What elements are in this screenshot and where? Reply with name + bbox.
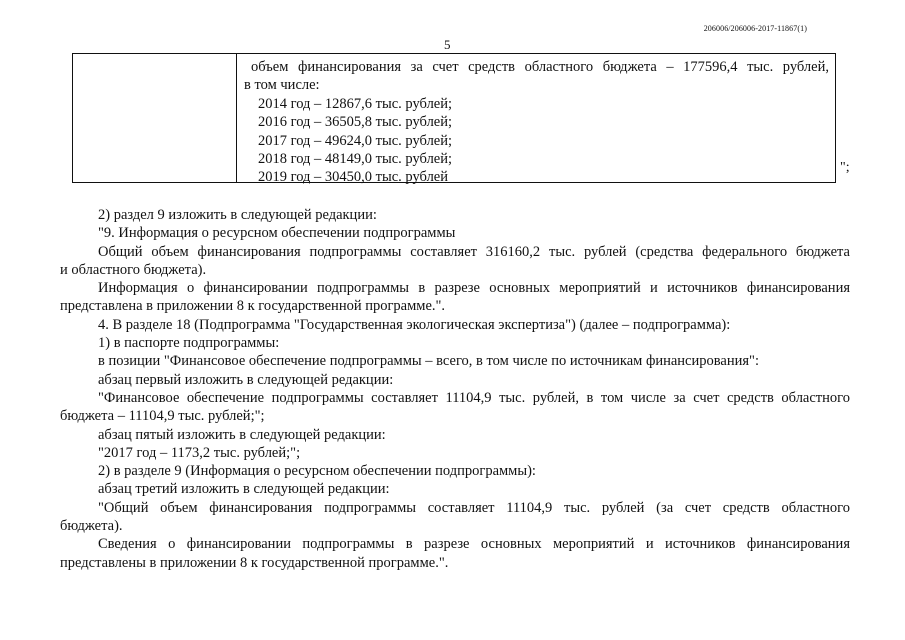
table-year-line: 2018 год – 48149,0 тыс. рублей; — [258, 151, 453, 168]
paragraph: "2017 год – 1173,2 тыс. рублей;"; — [98, 444, 301, 461]
paragraph-continuation: представлена в приложении 8 к государственной программе.". — [60, 298, 446, 315]
paragraph-continuation: бюджета – 11104,9 тыс. рублей;"; — [60, 408, 265, 425]
table-year-line: 2019 год – 30450,0 тыс. рублей — [258, 169, 449, 186]
paragraph: 4. В разделе 18 (Подпрограмма "Государственная экологическая экспертиза") (далее – подпрограмма): — [98, 316, 731, 333]
table-year-line: 2016 год – 36505,8 тыс. рублей; — [258, 114, 453, 131]
page-number: 5 — [444, 37, 451, 52]
paragraph: 2) в разделе 9 (Информация о ресурсном обеспечении подпрограммы): — [98, 463, 536, 480]
paragraph: 1) в паспорте подпрограммы: — [98, 335, 280, 352]
paragraph: Общий объем финансирования подпрограммы составляет 316160,2 тыс. рублей (средства федерального бюджета — [98, 243, 850, 260]
document-code: 206006/206006-2017-11867(1) — [703, 24, 807, 33]
table-right-cell — [244, 58, 829, 187]
paragraph: в позиции "Финансовое обеспечение подпрограммы – всего, в том числе по источникам финансирования": — [98, 353, 759, 370]
paragraph: 2) раздел 9 изложить в следующей редакции: — [98, 207, 377, 223]
paragraph: Сведения о финансировании подпрограммы в разрезе основных мероприятий и источников финансирования — [98, 536, 850, 553]
document-body — [60, 206, 850, 572]
paragraph: Информация о финансировании подпрограммы в разрезе основных мероприятий и источников финансирования — [98, 280, 850, 297]
table-left-cell — [73, 54, 237, 182]
paragraph: "Общий объем финансирования подпрограммы составляет 11104,9 тыс. рублей (за счет средств областного — [98, 499, 850, 516]
paragraph: абзац пятый изложить в следующей редакции: — [98, 426, 386, 443]
table-lead-text: объем финансирования за счет средств областного бюджета – 177596,4 тыс. рублей, — [251, 59, 829, 75]
table-closing-quote: "; — [840, 160, 850, 175]
paragraph: "9. Информация о ресурсном обеспечении подпрограммы — [98, 225, 456, 242]
paragraph-continuation: и областного бюджета). — [60, 261, 207, 278]
financing-table — [72, 53, 836, 186]
paragraph: абзац третий изложить в следующей редакции: — [98, 481, 390, 498]
paragraph: "Финансовое обеспечение подпрограммы составляет 11104,9 тыс. рублей, в том числе за счет средств областного — [98, 389, 850, 406]
table-year-line: 2014 год – 12867,6 тыс. рублей; — [258, 95, 453, 112]
table-lead-continuation: в том числе: — [244, 77, 320, 94]
paragraph-continuation: бюджета). — [60, 518, 123, 535]
table-year-line: 2017 год – 49624,0 тыс. рублей; — [258, 132, 453, 149]
paragraph-continuation: представлены в приложении 8 к государственной программе.". — [60, 554, 449, 571]
paragraph: абзац первый изложить в следующей редакции: — [98, 371, 394, 388]
